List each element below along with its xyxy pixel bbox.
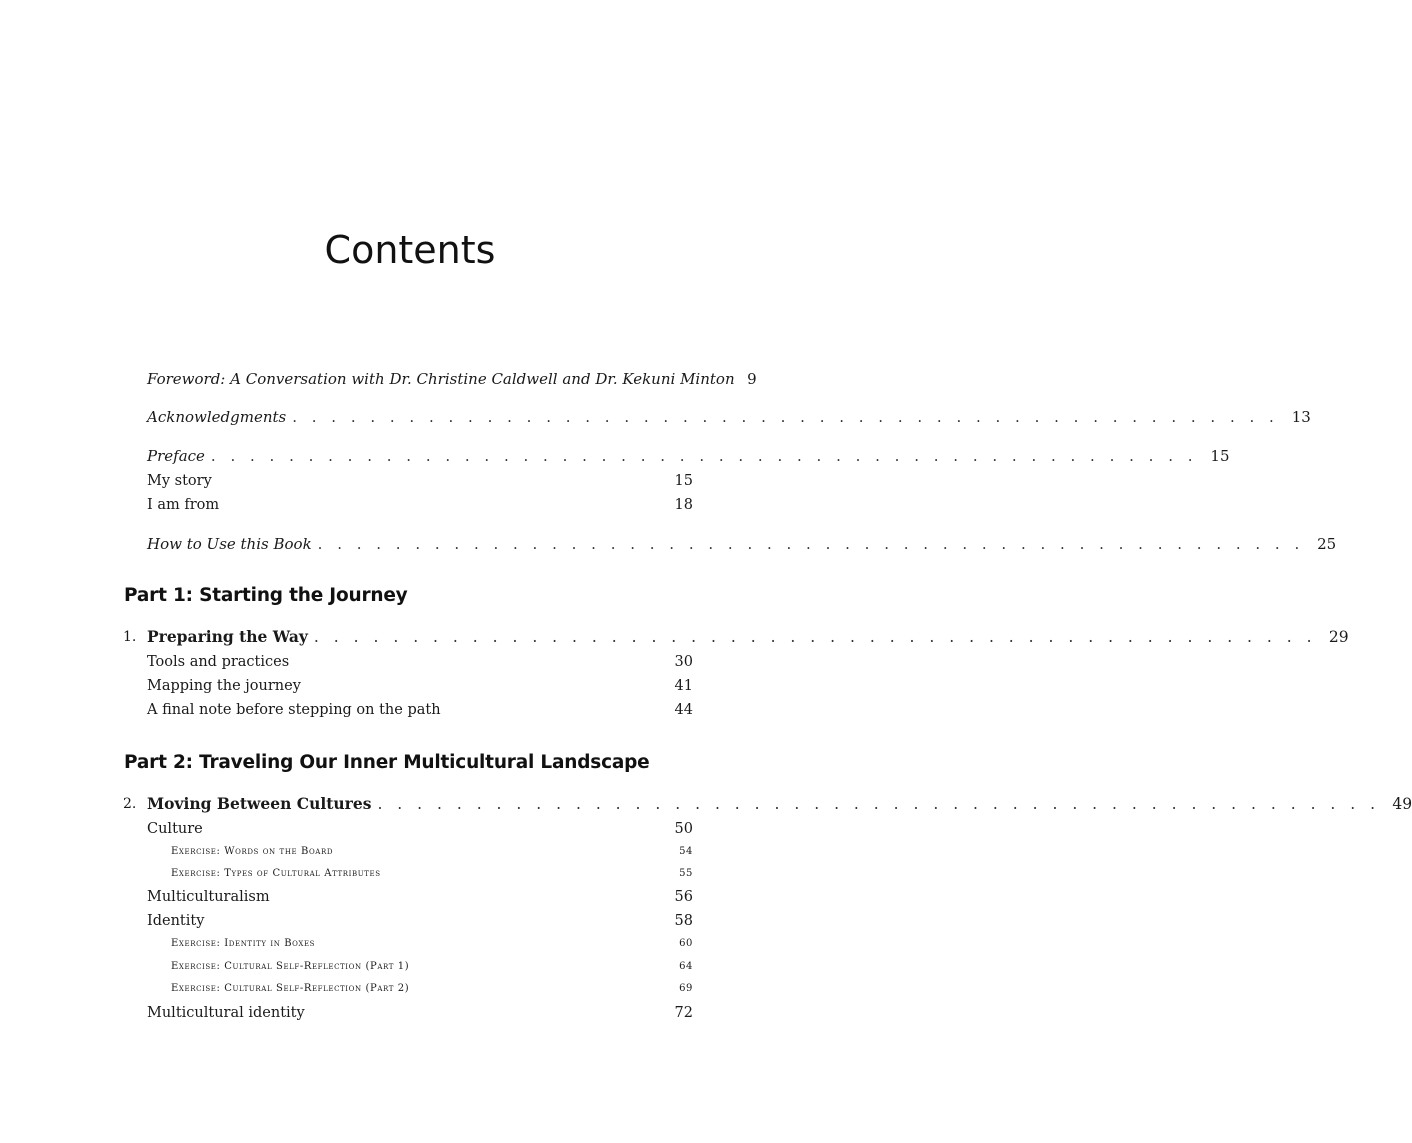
- toc-entry-label: Culture: [147, 821, 203, 837]
- toc-page-number: 49: [1392, 795, 1412, 813]
- toc-entry-label: Tools and practices: [147, 654, 290, 670]
- toc-page-number: 15: [1210, 447, 1230, 465]
- toc-exercise-self-reflection-2[interactable]: [171, 977, 693, 1001]
- toc-entry-label: Mapping the journey: [147, 678, 301, 694]
- toc-entry-multicultural-identity[interactable]: [147, 1001, 693, 1025]
- toc-entry-label: Exercise: Identity in Boxes: [171, 938, 316, 949]
- toc-chapter-2[interactable]: [147, 792, 1412, 816]
- toc-exercise-cultural-attributes[interactable]: [171, 862, 693, 886]
- chapter-number: 2.: [123, 796, 137, 812]
- toc-entry-label: Exercise: Words on the Board: [171, 846, 334, 857]
- toc-entry-label: A final note before stepping on the path: [147, 702, 441, 718]
- toc-page-number: 30: [674, 654, 693, 670]
- toc-entry-my-story[interactable]: [147, 469, 693, 493]
- part-heading-1: Part 1: Starting the Journey: [124, 585, 408, 606]
- toc-page-number: 25: [1317, 535, 1337, 553]
- toc-page-number: 44: [674, 702, 693, 718]
- toc-entry-label: Multicultural identity: [147, 1005, 305, 1021]
- toc-entry-label: Acknowledgments: [147, 408, 287, 426]
- toc-exercise-identity-boxes[interactable]: [171, 932, 693, 956]
- toc-entry-label: Exercise: Cultural Self-Reflection (Part 1): [171, 961, 410, 972]
- toc-entry-label: Multiculturalism: [147, 889, 270, 905]
- toc-entry-label: Exercise: Cultural Self-Reflection (Part 2): [171, 983, 410, 994]
- toc-exercise-words-on-board[interactable]: [171, 840, 693, 864]
- dot-leader: . . . . . . . . . . . . . . . . . . . . . . . . . . . . . . . . . . . . . . . . . . . . . . . . . . .: [292, 408, 1279, 426]
- toc-entry-label: Exercise: Types of Cultural Attributes: [171, 868, 381, 879]
- toc-exercise-self-reflection-1[interactable]: [171, 955, 693, 979]
- toc-page-number: 64: [679, 961, 693, 972]
- toc-entry-label: My story: [147, 473, 212, 489]
- dot-leader: . . . . . . . . . . . . . . . . . . . . . . . . . . . . . . . . . . . . . . . . . . . . . . . . . . .: [377, 795, 1381, 813]
- dot-leader: . . . . . . . . . . . . . . . . . . . . . . . . . . . . . . . . . . . . . . . . . . . . . . . . . . .: [313, 628, 1317, 646]
- toc-page-number: 15: [674, 473, 693, 489]
- toc-page-number: 69: [679, 983, 693, 994]
- toc-entry-multiculturalism[interactable]: [147, 885, 693, 909]
- toc-entry-i-am-from[interactable]: [147, 493, 693, 517]
- toc-entry-preface[interactable]: [147, 444, 1230, 468]
- toc-entry-final-note[interactable]: [147, 698, 693, 722]
- chapter-number: 1.: [123, 629, 137, 645]
- toc-entry-foreword[interactable]: [147, 367, 757, 391]
- toc-entry-identity[interactable]: [147, 909, 693, 933]
- dot-leader: . . . . . . . . . . . . . . . . . . . . . . . . . . . . . . . . . . . . . . . . . . . . . . . . . . .: [317, 535, 1305, 553]
- dot-leader: . . . . . . . . . . . . . . . . . . . . . . . . . . . . . . . . . . . . . . . . . . . . . . . . . . .: [210, 447, 1198, 465]
- toc-entry-label: How to Use this Book: [147, 535, 312, 553]
- toc-page-number: 9: [747, 370, 757, 388]
- toc-entry-culture[interactable]: [147, 817, 693, 841]
- toc-page-number: 54: [679, 846, 693, 857]
- toc-page-number: 41: [674, 678, 693, 694]
- toc-page-number: 56: [674, 889, 693, 905]
- toc-entry-acknowledgments[interactable]: [147, 405, 1311, 429]
- toc-chapter-1[interactable]: [147, 625, 1349, 649]
- part-heading-2: Part 2: Traveling Our Inner Multicultural Landscape: [124, 752, 650, 773]
- toc-entry-label: Preparing the Way: [147, 627, 308, 646]
- toc-page-number: 13: [1291, 408, 1311, 426]
- toc-page-number: 50: [674, 821, 693, 837]
- toc-page-number: 29: [1328, 628, 1349, 646]
- toc-entry-label: Identity: [147, 913, 205, 929]
- toc-entry-label: Moving Between Cultures: [147, 794, 372, 813]
- toc-page-number: 60: [679, 938, 693, 949]
- toc-entry-label: Preface: [147, 447, 205, 465]
- toc-entry-mapping[interactable]: [147, 674, 693, 698]
- toc-page-number: 72: [674, 1005, 693, 1021]
- toc-page-number: 55: [679, 868, 693, 879]
- toc-entry-how-to-use[interactable]: [147, 532, 1337, 556]
- page-title: Contents: [324, 228, 496, 272]
- toc-entry-label: Foreword: A Conversation with Dr. Christine Caldwell and Dr. Kekuni Minton: [147, 370, 735, 388]
- toc-page-number: 18: [674, 497, 693, 513]
- toc-page-number: 58: [674, 913, 693, 929]
- toc-entry-tools[interactable]: [147, 650, 693, 674]
- toc-entry-label: I am from: [147, 497, 220, 513]
